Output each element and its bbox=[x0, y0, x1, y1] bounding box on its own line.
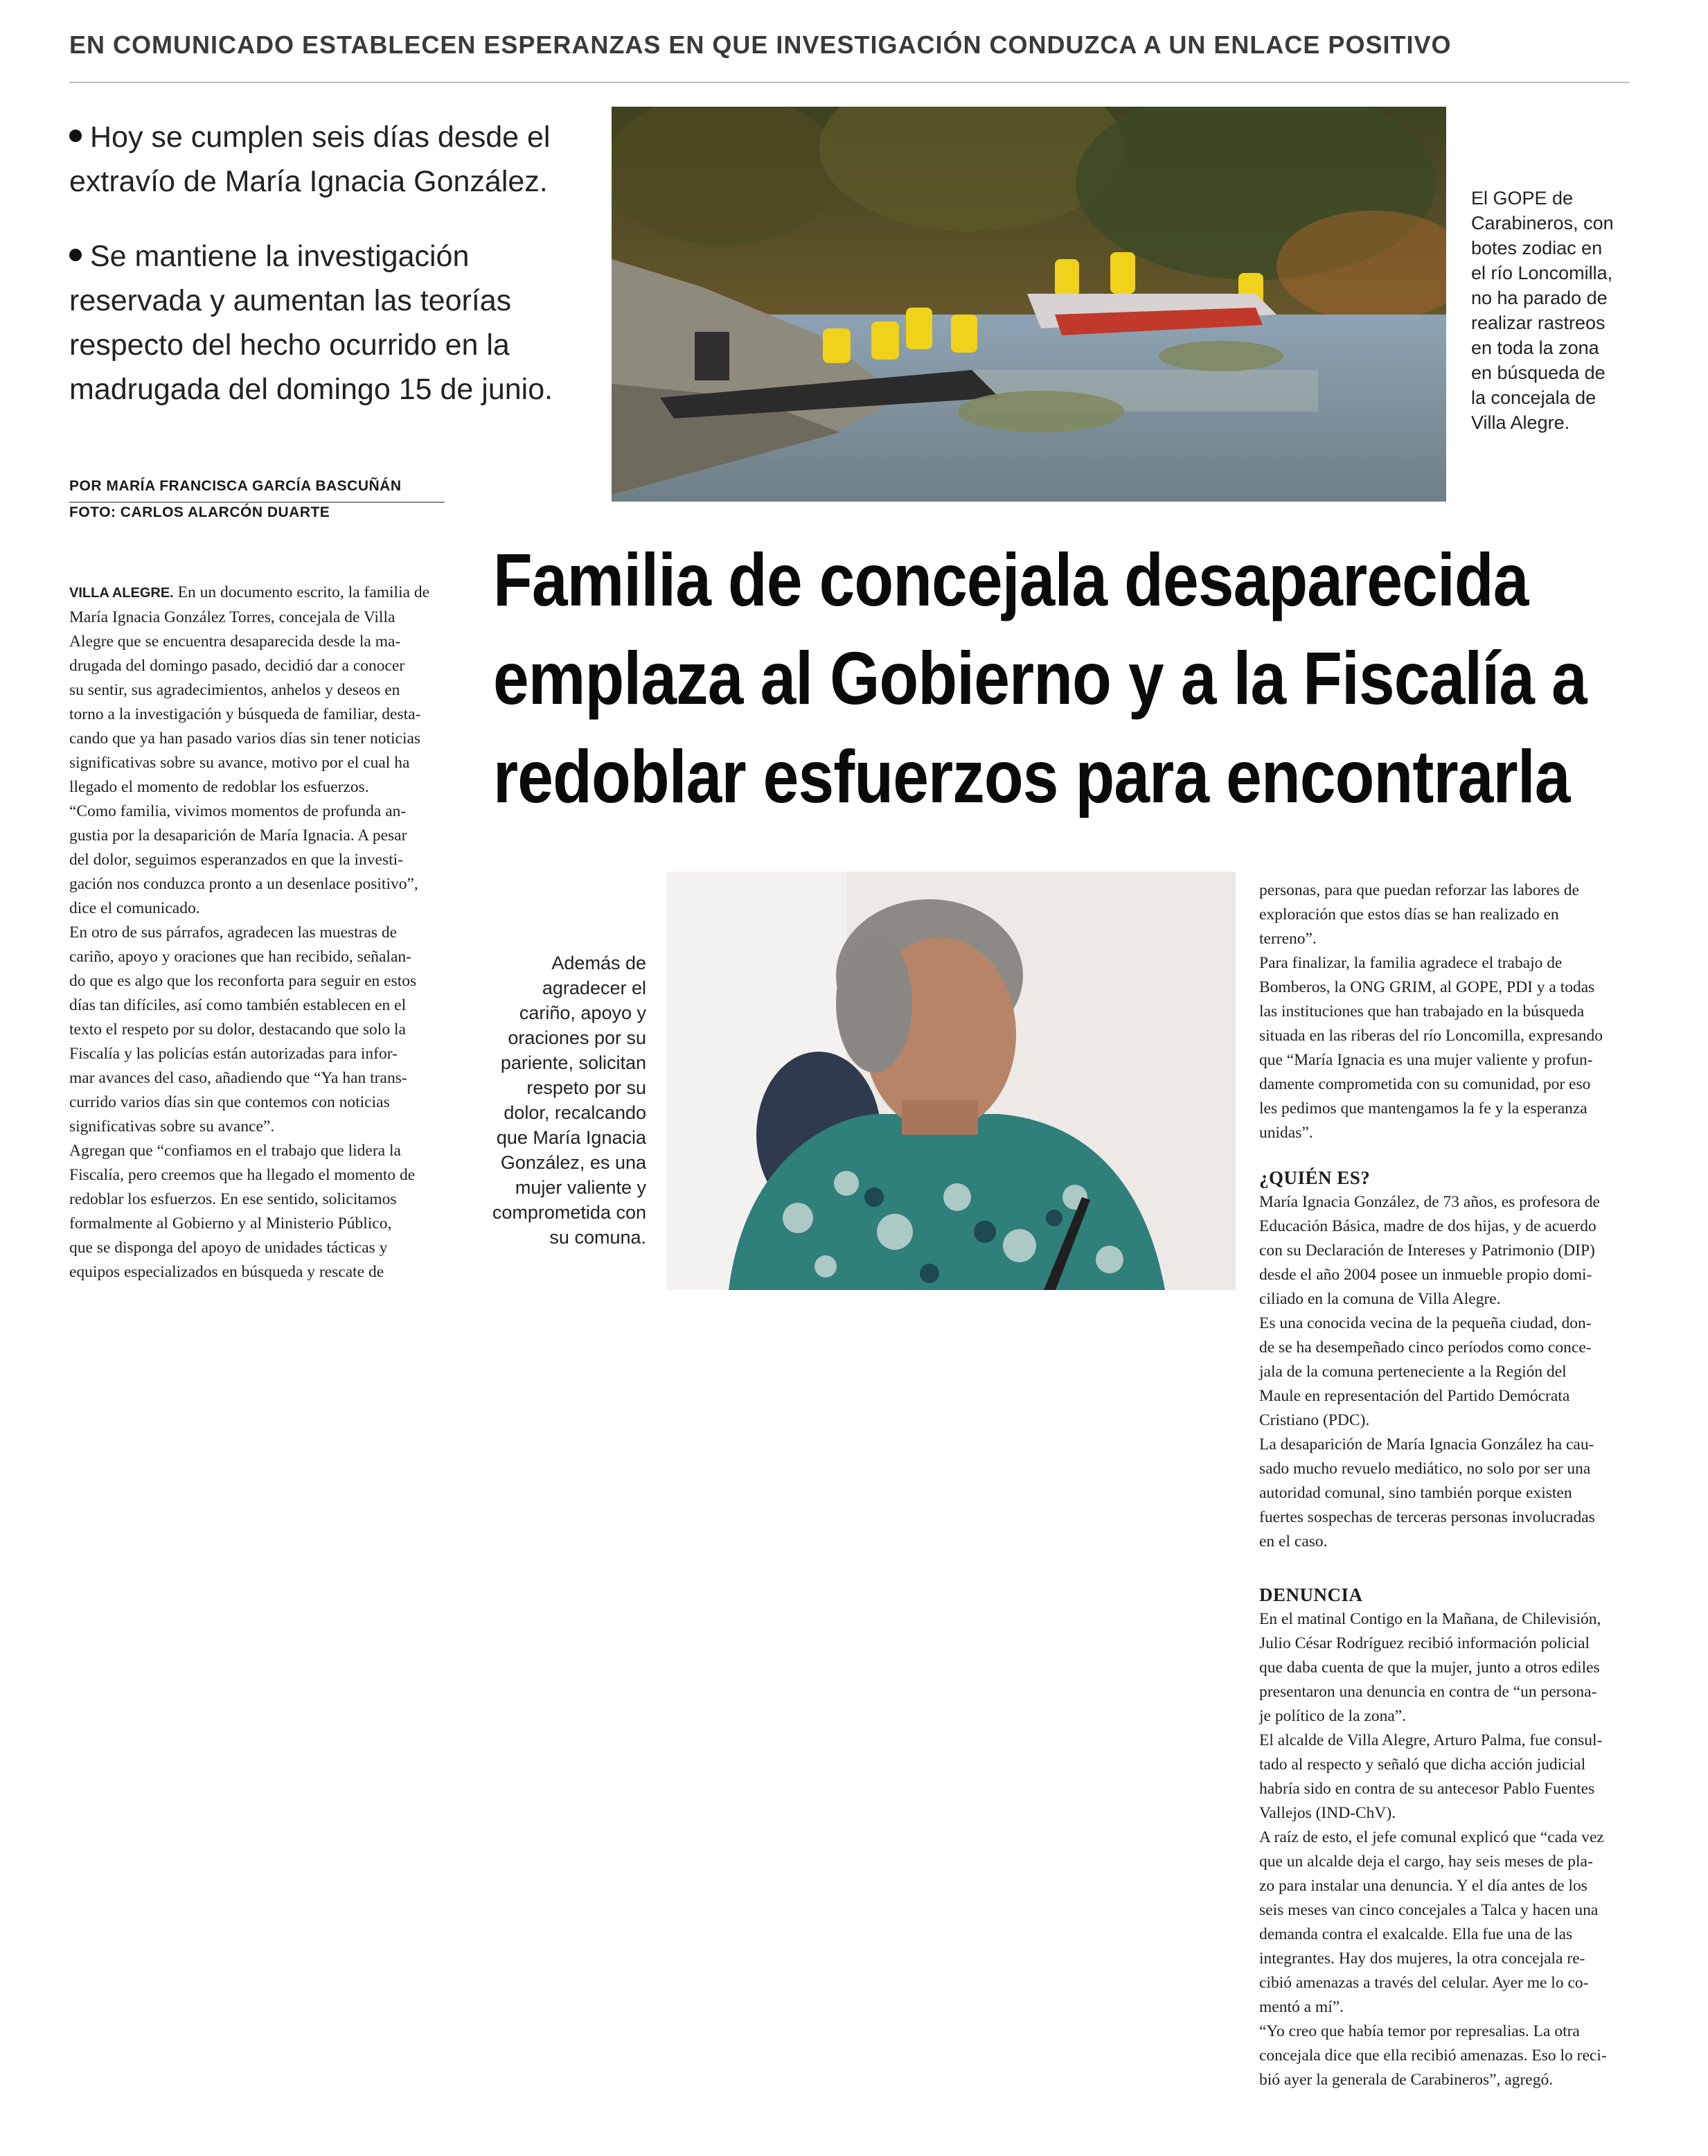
body-line: de se ha desempeñado cinco períodos como conce- bbox=[1259, 1338, 1592, 1357]
body-line: llegado el momento de redoblar los esfuerzos. bbox=[69, 778, 369, 796]
caption-line: agradecer el bbox=[542, 978, 646, 998]
body-line: les pedimos que mantengamos la fe y la esperanza bbox=[1259, 1099, 1587, 1117]
body-line: cariño, apoyo y oraciones que han recibido, señalan- bbox=[69, 948, 411, 966]
body-line: equipos especializados en búsqueda y rescate de bbox=[69, 1263, 384, 1281]
caption-line: respeto por su bbox=[526, 1077, 646, 1098]
bullet-2 bbox=[69, 234, 568, 412]
caption-line: el río Loncomilla, bbox=[1471, 263, 1613, 283]
caption-line: El GOPE de bbox=[1471, 188, 1574, 209]
body-line: damente comprometida con su comunidad, por eso bbox=[1259, 1075, 1591, 1093]
body-line: Fiscalía y las policías están autorizadas para infor- bbox=[69, 1045, 398, 1063]
body-line: mar avances del caso, añadiendo que “Ya han trans- bbox=[69, 1069, 407, 1087]
body-line: Es una conocida vecina de la pequeña ciudad, don- bbox=[1259, 1314, 1592, 1332]
body-line: formalmente al Gobierno y al Ministerio Público, bbox=[69, 1214, 392, 1232]
caption-line: que María Ignacia bbox=[496, 1127, 646, 1148]
byline-author: POR MARÍA FRANCISCA GARCÍA BASCUÑÁN bbox=[69, 478, 402, 494]
caption-line: Villa Alegre. bbox=[1471, 412, 1570, 433]
body-line: que daba cuenta de que la mujer, junto a otros ediles bbox=[1259, 1659, 1600, 1677]
body-line: María Ignacia González, de 73 años, es profesora de bbox=[1259, 1193, 1600, 1211]
body-line: drugada del domingo pasado, decidió dar a conocer bbox=[69, 657, 405, 675]
caption-line: botes zodiac en bbox=[1471, 238, 1603, 258]
kicker: EN COMUNICADO ESTABLECEN ESPERANZAS EN QUE INVESTIGACIÓN CONDUZCA A UN ENLACE POSITIVO bbox=[69, 30, 1452, 59]
body-line: sado mucho revuelo mediático, no solo por ser una bbox=[1259, 1460, 1591, 1478]
caption-line: González, es una bbox=[500, 1152, 646, 1173]
body-line: seis meses van cinco concejales a Talca y hacen una bbox=[1259, 1901, 1599, 1919]
caption-line: Carabineros, con bbox=[1471, 213, 1614, 233]
caption-line: comprometida con bbox=[492, 1202, 646, 1223]
body-line: del dolor, seguimos esperanzados en que la investi- bbox=[69, 851, 403, 869]
body-line: En un documento escrito, la familia de bbox=[173, 583, 430, 601]
body-line: cibió amenazas a través del celular. Ayer me lo co- bbox=[1259, 1974, 1589, 1992]
body-line: En otro de sus párrafos, agradecen las muestras de bbox=[69, 924, 398, 942]
river-search-photo bbox=[612, 107, 1446, 502]
body-line: desde el año 2004 posee un inmueble propio domi- bbox=[1259, 1266, 1592, 1284]
caption-line: la concejala de bbox=[1471, 387, 1596, 408]
body-line: je político de la zona”. bbox=[1259, 1707, 1407, 1725]
caption-line: en búsqueda de bbox=[1471, 362, 1605, 383]
body-line: días tan difíciles, así como también establecen en el bbox=[69, 996, 407, 1014]
headline bbox=[493, 531, 1587, 826]
body-line: integrantes. Hay dos mujeres, la otra concejala re- bbox=[1259, 1950, 1585, 1968]
body-line: “Yo creo que había temor por represalias. La otra bbox=[1259, 2022, 1580, 2040]
body-line: El alcalde de Villa Alegre, Arturo Palma, fue consul- bbox=[1259, 1731, 1603, 1749]
body-line: fuertes sospechas de terceras personas involucradas bbox=[1259, 1508, 1595, 1526]
byline-photo: FOTO: CARLOS ALARCÓN DUARTE bbox=[69, 504, 330, 520]
body-line: habría sido en contra de su antecesor Pablo Fuentes bbox=[1259, 1780, 1595, 1798]
bullet-dot-icon bbox=[69, 130, 82, 142]
body-line: Julio César Rodríguez recibió información policial bbox=[1259, 1634, 1590, 1652]
caption-line: dolor, recalcando bbox=[504, 1102, 646, 1123]
article-column-2 bbox=[1259, 878, 1630, 2092]
caption-line: oraciones por su bbox=[508, 1027, 646, 1048]
body-line: torno a la investigación y búsqueda de familiar, desta- bbox=[69, 705, 421, 723]
body-line: Cristiano (PDC). bbox=[1259, 1411, 1370, 1429]
bullet-2-line: respecto del hecho ocurrido en la bbox=[69, 328, 510, 362]
bullet-2-line: reservada y aumentan las teorías bbox=[69, 284, 512, 317]
body-line: zo para instalar una denuncia. Y el día antes de los bbox=[1259, 1877, 1587, 1895]
body-line: presentaron una denuncia en contra de “un persona- bbox=[1259, 1683, 1597, 1701]
body-line: situada en las riberas del río Loncomilla, expresando bbox=[1259, 1027, 1603, 1045]
body-line: dice el comunicado. bbox=[69, 899, 200, 917]
body-line: que un alcalde deja el cargo, hay seis meses de pla- bbox=[1259, 1853, 1593, 1871]
caption-line: en toda la zona bbox=[1471, 337, 1599, 358]
body-line: terreno”. bbox=[1259, 930, 1317, 948]
body-line: María Ignacia González Torres, concejala de Villa bbox=[69, 608, 395, 626]
caption-line: realizar rastreos bbox=[1471, 312, 1605, 333]
body-line: Vallejos (IND-ChV). bbox=[1259, 1804, 1396, 1822]
body-line: Alegre que se encuentra desaparecida desde la ma- bbox=[69, 633, 401, 651]
body-line: Educación Básica, madre de dos hijas, y de acuerdo bbox=[1259, 1217, 1596, 1235]
headline-line: emplaza al Gobierno y a la Fiscalía a bbox=[493, 636, 1587, 720]
caption-line: mujer valiente y bbox=[515, 1177, 646, 1198]
body-line: Agregan que “confiamos en el trabajo que lidera la bbox=[69, 1142, 401, 1160]
body-line: con su Declaración de Intereses y Patrimonio (DIP) bbox=[1259, 1242, 1595, 1260]
body-line: bió ayer la generala de Carabineros”, agregó. bbox=[1259, 2071, 1554, 2089]
body-line: En el matinal Contigo en la Mañana, de Chilevisión, bbox=[1259, 1610, 1601, 1628]
headline-line: redoblar esfuerzos para encontrarla bbox=[493, 734, 1570, 818]
body-line: texto el respeto por su dolor, destacando que solo la bbox=[69, 1020, 406, 1039]
body-line: en el caso. bbox=[1259, 1532, 1328, 1550]
body-line: Bomberos, la ONG GRIM, al GOPE, PDI y a todas bbox=[1259, 978, 1595, 996]
body-line: gación nos conduzca pronto a un desenlace positivo”, bbox=[69, 875, 418, 893]
top-divider bbox=[69, 82, 1629, 83]
byline-divider bbox=[69, 502, 445, 503]
body-line: unidas”. bbox=[1259, 1124, 1313, 1142]
caption-line: Además de bbox=[551, 953, 646, 973]
body-line: do que es algo que los reconforta para seguir en estos bbox=[69, 972, 417, 990]
body-line: Maule en representación del Partido Demócrata bbox=[1259, 1387, 1570, 1405]
body-line: redoblar los esfuerzos. En ese sentido, solicitamos bbox=[69, 1190, 397, 1208]
caption-line: su comuna. bbox=[549, 1227, 646, 1248]
body-line: “Como familia, vivimos momentos de profunda an- bbox=[69, 802, 407, 820]
headline-line: Familia de concejala desaparecida bbox=[493, 538, 1529, 621]
bullet-1 bbox=[69, 115, 554, 204]
body-line: que “María Ignacia es una mujer valiente y profun- bbox=[1259, 1051, 1593, 1069]
body-line: Para finalizar, la familia agradece el trabajo de bbox=[1259, 954, 1563, 972]
bullet-2-line: madrugada del domingo 15 de junio. bbox=[69, 373, 553, 406]
body-line: exploración que estos días se han realizado en bbox=[1259, 905, 1559, 924]
body-line: currido varios días sin que contemos con noticias bbox=[69, 1093, 390, 1111]
body-line: significativas sobre su avance”. bbox=[69, 1117, 275, 1136]
caption-line: pariente, solicitan bbox=[500, 1052, 646, 1073]
subheading-quien-es: ¿QUIÉN ES? bbox=[1259, 1167, 1371, 1188]
article-column-1 bbox=[69, 581, 443, 1284]
bullet-2-line: Se mantiene la investigación bbox=[90, 240, 470, 273]
subheading-denuncia: DENUNCIA bbox=[1259, 1584, 1363, 1605]
bullet-1-line: extravío de María Ignacia González. bbox=[69, 165, 548, 198]
body-line: Fiscalía, pero creemos que ha llegado el momento de bbox=[69, 1166, 416, 1184]
body-line: las instituciones que han trabajado en la búsqueda bbox=[1259, 1002, 1585, 1020]
body-line: La desaparición de María Ignacia González ha cau- bbox=[1259, 1435, 1594, 1453]
body-line: concejala dice que ella recibió amenazas. Eso lo reci- bbox=[1259, 2047, 1607, 2065]
photo-top-caption bbox=[1471, 186, 1637, 435]
caption-line: no ha parado de bbox=[1471, 288, 1608, 308]
bullet-1-line: Hoy se cumplen seis días desde el bbox=[90, 121, 551, 154]
body-line: mentó a mí”. bbox=[1259, 1998, 1344, 2016]
body-line: cando que ya han pasado varios días sin tener noticias bbox=[69, 730, 421, 748]
photo-mid-caption bbox=[474, 951, 646, 1250]
body-line: jala de la comuna perteneciente a la Región del bbox=[1259, 1363, 1567, 1381]
portrait-photo bbox=[666, 872, 1236, 1290]
body-line: ciliado en la comuna de Villa Alegre. bbox=[1259, 1290, 1501, 1308]
body-line: autoridad comunal, sino también porque existen bbox=[1259, 1484, 1572, 1502]
bullet-dot-icon bbox=[69, 249, 82, 261]
dateline: VILLA ALEGRE. bbox=[69, 585, 174, 601]
body-line: A raíz de esto, el jefe comunal explicó que “cada vez bbox=[1259, 1828, 1604, 1846]
body-line: demanda contra el exalcalde. Ella fue una de las bbox=[1259, 1925, 1573, 1943]
body-line: tado al respecto y señaló que dicha acción judicial bbox=[1259, 1756, 1586, 1774]
body-line: que se disponga del apoyo de unidades tácticas y bbox=[69, 1239, 388, 1257]
caption-line: cariño, apoyo y bbox=[519, 1002, 646, 1023]
body-line: su sentir, sus agradecimientos, anhelos y deseos en bbox=[69, 681, 400, 699]
body-line: significativas sobre su avance, motivo por el cual ha bbox=[69, 754, 410, 772]
body-line: personas, para que puedan reforzar las labores de bbox=[1259, 881, 1579, 899]
body-line: gustia por la desaparición de María Ignacia. A pesar bbox=[69, 827, 407, 845]
